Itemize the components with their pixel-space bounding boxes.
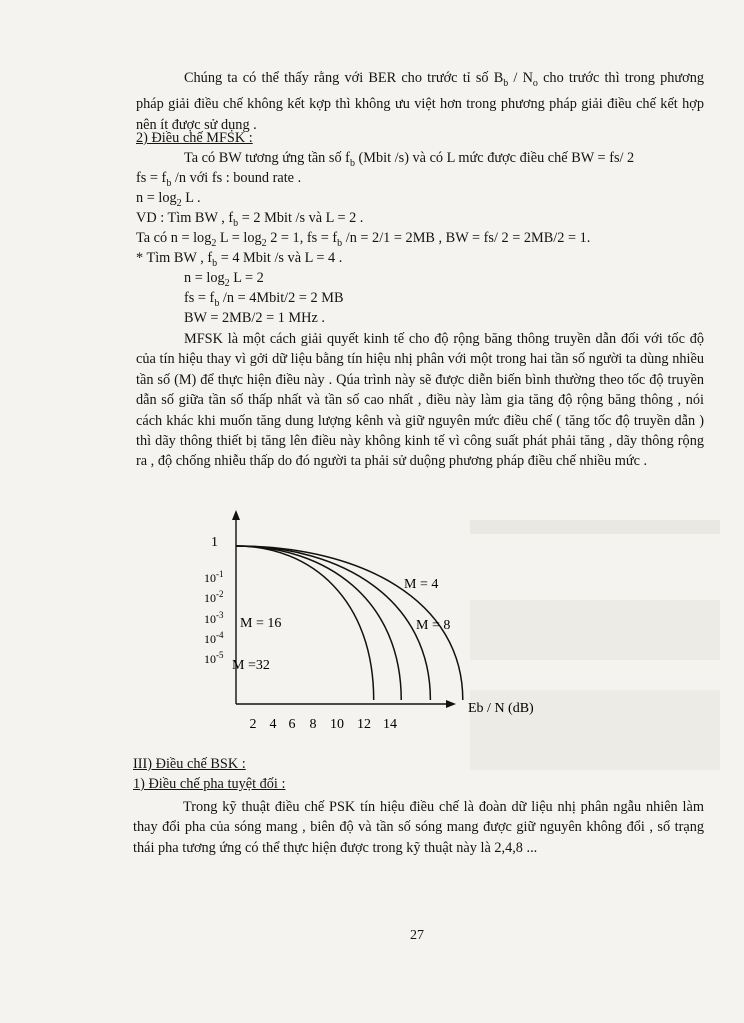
annotation-label: M = 8 bbox=[416, 618, 451, 633]
annotation-label: M =32 bbox=[232, 658, 270, 673]
y-tick-label: 1 bbox=[211, 535, 218, 550]
mfsk-heading: 2) Điều chế MFSK : bbox=[136, 130, 253, 146]
y-tick-label: $10^{-1}$ bbox=[204, 569, 224, 585]
fs-line: fs = $f_b$ /n với fs : bound rate . bbox=[136, 170, 302, 189]
x-tick-label: 2 bbox=[249, 717, 257, 732]
annotation-label: M = 16 bbox=[240, 616, 282, 631]
annotation-label: M = 4 bbox=[404, 577, 439, 592]
x-tick-label: 12 bbox=[357, 717, 371, 732]
bsk-paragraph: Trong kỹ thuật điều chế PSK tín hiệu điều chế là đoàn dữ liệu nhị phân ngẫu nhiên làm thay đổi pha của sóng mang , biên độ và tần số sóng mang được giữ nguyên không đổi , số trạng thái pha tương ứng có thể thực hiện được trong kỹ thuật này là 2,4,8 ... bbox=[133, 799, 704, 856]
x-tick-label: 10 bbox=[330, 717, 344, 732]
y-tick-label: $10^{-5}$ bbox=[204, 650, 224, 666]
x-tick-label: 8 bbox=[309, 717, 317, 732]
series-line-16 bbox=[236, 546, 401, 700]
example-solution-line: Ta có $n = \log_2 L = \log_2 2 = 1$, fs = $f_b$ /n = 2/1 = 2MB , BW = fs/ 2 = 2MB/2 = 1. bbox=[136, 230, 591, 249]
y-axis-arrow bbox=[232, 510, 240, 520]
example2-fs-line: fs = $f_b$ /n = 4Mbit/2 = 2 MB bbox=[184, 290, 344, 309]
example2-n-line: $n = \log_2 L = 2$ bbox=[184, 270, 264, 289]
x-tick-label: 14 bbox=[383, 717, 397, 732]
example-line: VD : Tìm BW , $f_b = 2$ Mbit /s và L = 2 . bbox=[136, 210, 364, 229]
x-tick-label: 4 bbox=[269, 717, 277, 732]
x-axis-arrow bbox=[446, 700, 456, 708]
y-tick-label: $10^{-4}$ bbox=[204, 630, 224, 646]
y-tick-label: $10^{-2}$ bbox=[204, 589, 224, 605]
intro-paragraph: Chúng ta có thể thấy rằng với BER cho trước tỉ số $B_b / N_o$ cho trước thì trong phương pháp giải điều chế không kết kợp thì không ưu việt hơn trong phương pháp giải điều chế kết hợp nên ít được sử dụng . bbox=[136, 70, 704, 133]
y-tick-label: $10^{-3}$ bbox=[204, 610, 224, 626]
n-line: $n = \log_2 L$ . bbox=[136, 190, 201, 209]
absolute-phase-heading: 1) Điều chế pha tuyệt đối : bbox=[133, 776, 286, 792]
bw-line: Ta có BW tương ứng tần số $f_b$ (Mbit /s) và có L mức được điều chế BW = fs/ 2 bbox=[184, 150, 635, 169]
series-line-32 bbox=[236, 546, 374, 700]
mfsk-paragraph: MFSK là một cách giải quyết kinh tế cho độ rộng băng thông truyền dẫn đối với tốc độ của tín hiệu thay vì gởi dữ liệu bằng tín hiệu nhị phân với một trong hai tần số người ta dùng nhiều tần số (M) để thực hiện điều này . Qúa trình này sẽ được diễn biến bình thường theo tốc độ truyền dẫn số giữa tần số thấp nhất và tần số cao nhất , điều này làm gia tăng độ rộng băng thông , nói cách khác khi muốn tăng dung lượng kênh và giữ nguyên mức điều chế ( tăng tốc độ truyền dẫn ) thì dãy thông thiết bị tăng lên điều này không kinh tế vì công suất phát phải tăng , dãy thông rộng ra , độ chống nhiễu thấp do đó người ta phải sử duộng phương pháp điều chế nhiều mức . bbox=[136, 331, 704, 470]
bsk-heading: III) Điều chế BSK : bbox=[133, 756, 246, 772]
series-line-8 bbox=[236, 546, 430, 700]
example2-line: * Tìm BW , $f_b = 4$ Mbit /s và L = 4 . bbox=[136, 250, 343, 269]
page-number: 27 bbox=[410, 928, 424, 943]
x-tick-label: 6 bbox=[288, 717, 296, 732]
x-axis-label: Eb / N (dB) bbox=[468, 701, 534, 716]
example2-bw-line: BW = 2MB/2 = 1 MHz . bbox=[184, 310, 325, 326]
series-line-4 bbox=[236, 546, 463, 700]
